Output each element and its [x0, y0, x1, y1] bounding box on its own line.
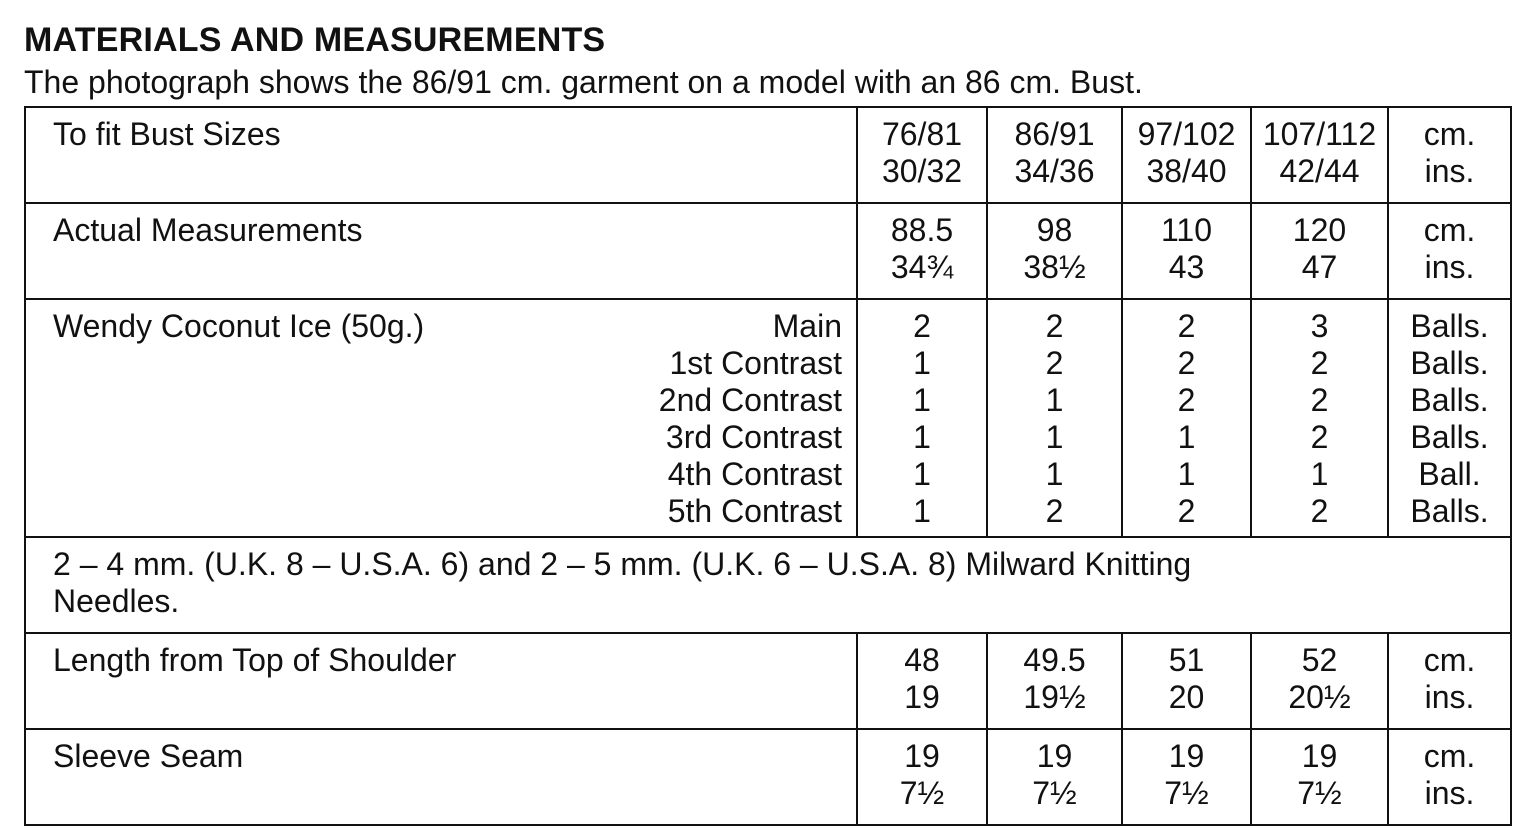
yarn-label-cell: [25, 299, 857, 537]
value-cell: 51 20: [1122, 633, 1251, 729]
row-label: To fit Bust Sizes: [25, 107, 857, 203]
row-label: Sleeve Seam: [25, 729, 857, 825]
value-cell: 19 7½: [987, 729, 1122, 825]
value-cell: 98 38½: [987, 203, 1122, 299]
yarn-name: Wendy Coconut Ice (50g.): [53, 308, 425, 344]
colour-label: 2nd Contrast: [658, 382, 842, 418]
balls-cell: 2 2 2 1 1 2: [1122, 299, 1251, 537]
value-cell: 48 19: [857, 633, 987, 729]
row-label: Actual Measurements: [25, 203, 857, 299]
yarn-colour-list: [659, 308, 842, 530]
size-cell: 76/81 30/32: [857, 107, 987, 203]
value-cell: 120 47: [1251, 203, 1388, 299]
unit-cell: cm. ins.: [1388, 203, 1511, 299]
size-cell: 97/102 38/40: [1122, 107, 1251, 203]
row-sleeve-seam: [25, 729, 1511, 825]
balls-cell: 2 2 1 1 1 2: [987, 299, 1122, 537]
unit-cell: Balls. Balls. Balls. Balls. Ball. Balls.: [1388, 299, 1511, 537]
row-label: Length from Top of Shoulder: [25, 633, 857, 729]
unit-cell: cm. ins.: [1388, 633, 1511, 729]
row-length: [25, 633, 1511, 729]
section-subtitle: The photograph shows the 86/91 cm. garment on a model with an 86 cm. Bust.: [24, 64, 1143, 100]
colour-label: 4th Contrast: [667, 456, 842, 492]
colour-label: 1st Contrast: [669, 345, 842, 381]
section-title: MATERIALS AND MEASUREMENTS: [24, 21, 606, 59]
measurements-table: [24, 106, 1512, 826]
colour-label: 3rd Contrast: [665, 419, 842, 455]
value-cell: 49.5 19½: [987, 633, 1122, 729]
unit-cell: cm. ins.: [1388, 107, 1511, 203]
value-cell: 52 20½: [1251, 633, 1388, 729]
row-needles: [25, 537, 1511, 633]
size-cell: 86/91 34/36: [987, 107, 1122, 203]
balls-cell: 3 2 2 2 1 2: [1251, 299, 1388, 537]
needles-line: 2 – 4 mm. (U.K. 8 – U.S.A. 6) and 2 – 5 mm. (U.K. 6 – U.S.A. 8) Milward Knitting: [53, 546, 1192, 582]
value-cell: 88.5 34¾: [857, 203, 987, 299]
needles-line: Needles.: [53, 583, 180, 619]
value-cell: 110 43: [1122, 203, 1251, 299]
balls-cell: 2 1 1 1 1 1: [857, 299, 987, 537]
row-yarn: [25, 299, 1511, 537]
size-cell: 107/112 42/44: [1251, 107, 1388, 203]
unit-cell: cm. ins.: [1388, 729, 1511, 825]
row-actual-measurements: [25, 203, 1511, 299]
value-cell: 19 7½: [1251, 729, 1388, 825]
colour-label: Main: [772, 308, 842, 344]
row-bust-sizes: [25, 107, 1511, 203]
value-cell: 19 7½: [1122, 729, 1251, 825]
colour-label: 5th Contrast: [667, 493, 842, 529]
needles-cell: [25, 537, 1511, 633]
value-cell: 19 7½: [857, 729, 987, 825]
